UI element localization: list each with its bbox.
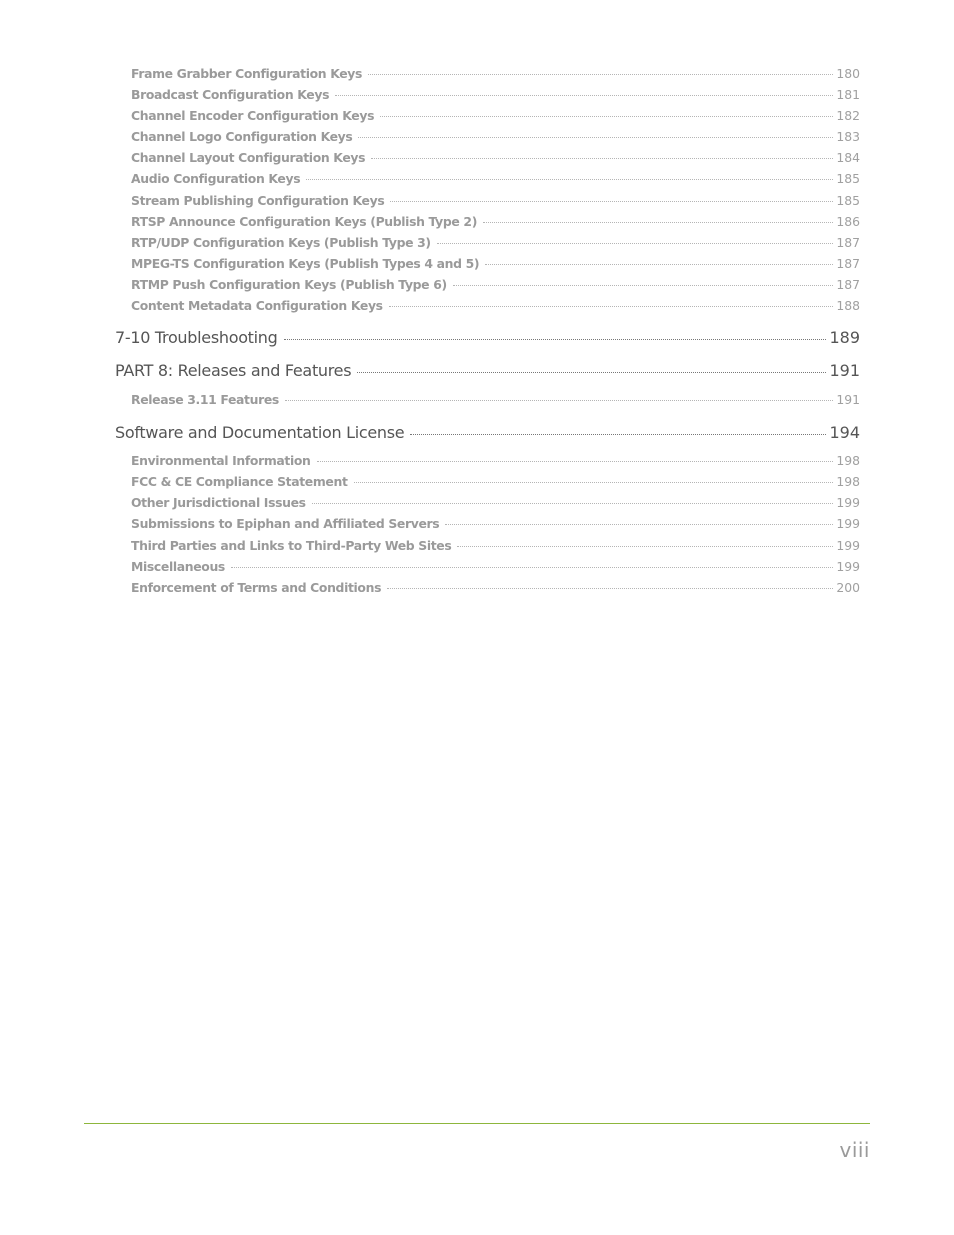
- toc-entry-page: 191: [829, 361, 860, 381]
- toc-entry-title: Software and Documentation License: [115, 423, 405, 443]
- toc-entry-page: 185: [836, 171, 860, 187]
- toc-entry-page: 188: [836, 298, 860, 314]
- toc-entry[interactable]: [115, 559, 860, 580]
- toc-entry-release-features[interactable]: [115, 392, 860, 423]
- toc-entry-page: 199: [836, 516, 860, 532]
- toc-group-configuration-keys: [115, 66, 860, 319]
- toc-entry-title: RTP/UDP Configuration Keys (Publish Type 3): [131, 234, 431, 250]
- toc-entry[interactable]: [115, 214, 860, 235]
- toc-entry[interactable]: [115, 495, 860, 516]
- toc-entry-title: FCC & CE Compliance Statement: [131, 474, 348, 490]
- toc-entry-title: Miscellaneous: [131, 558, 225, 574]
- dot-leader: [483, 222, 833, 223]
- toc-entry-title: Audio Configuration Keys: [131, 171, 301, 187]
- dot-leader: [389, 306, 834, 307]
- toc-entry[interactable]: [115, 150, 860, 171]
- dot-leader: [390, 201, 833, 202]
- toc-entry[interactable]: [115, 108, 860, 129]
- toc-entry-page: 198: [836, 474, 860, 490]
- toc-entry-page: 189: [829, 328, 860, 348]
- toc-entry-page: 184: [836, 150, 860, 166]
- toc-entry[interactable]: [115, 538, 860, 559]
- toc-entry-title: RTMP Push Configuration Keys (Publish Type 6): [131, 276, 447, 292]
- toc-entry-title: RTSP Announce Configuration Keys (Publish Type 2): [131, 213, 478, 229]
- dot-leader: [285, 400, 833, 401]
- toc-entry[interactable]: [115, 453, 860, 474]
- toc-entry-page: 199: [836, 495, 860, 511]
- toc-entry[interactable]: [115, 277, 860, 298]
- toc-entry-title: PART 8: Releases and Features: [115, 361, 352, 381]
- toc-entry-page: 186: [836, 213, 860, 229]
- toc-entry[interactable]: [115, 235, 860, 256]
- toc-entry-title: Content Metadata Configuration Keys: [131, 298, 383, 314]
- dot-leader: [387, 588, 833, 589]
- dot-leader: [485, 264, 833, 265]
- dot-leader: [445, 524, 833, 525]
- toc-entry-title: Submissions to Epiphan and Affiliated Servers: [131, 516, 440, 532]
- toc-group-license-sections: [115, 453, 860, 601]
- toc-entry-page: 194: [829, 423, 860, 443]
- toc-entry-title: Channel Encoder Configuration Keys: [131, 108, 375, 124]
- toc-entry-page: 182: [836, 108, 860, 124]
- dot-leader: [380, 116, 833, 117]
- dot-leader: [453, 285, 834, 286]
- dot-leader: [317, 461, 834, 462]
- toc-entry-title: Channel Layout Configuration Keys: [131, 150, 366, 166]
- toc-entry-page: 199: [836, 537, 860, 553]
- toc-entry-title: Environmental Information: [131, 453, 311, 469]
- toc-entry-title: Release 3.11 Features: [131, 392, 279, 408]
- dot-leader: [437, 243, 834, 244]
- toc-entry-title: 7-10 Troubleshooting: [115, 328, 278, 348]
- toc-entry[interactable]: [115, 87, 860, 108]
- dot-leader: [358, 137, 833, 138]
- toc-entry-page: 185: [836, 192, 860, 208]
- toc-entry-page: 187: [836, 255, 860, 271]
- toc-entry[interactable]: [115, 66, 860, 87]
- toc-entry-troubleshooting[interactable]: [115, 328, 860, 361]
- toc-entry-title: Other Jurisdictional Issues: [131, 495, 306, 511]
- toc-entry-title: Stream Publishing Configuration Keys: [131, 192, 385, 208]
- toc-entry[interactable]: [115, 298, 860, 319]
- toc-entry-title: Frame Grabber Configuration Keys: [131, 66, 363, 81]
- toc-entry-page: 191: [836, 392, 860, 408]
- toc-entry-page: 198: [836, 453, 860, 469]
- toc-entry-page: 200: [836, 579, 860, 595]
- toc-entry-license[interactable]: [115, 423, 860, 453]
- footer-rule: [84, 1123, 870, 1124]
- dot-leader: [306, 179, 833, 180]
- toc-entry[interactable]: [115, 580, 860, 601]
- toc-entry-title: Third Parties and Links to Third-Party Web Sites: [131, 537, 452, 553]
- toc-entry[interactable]: [115, 129, 860, 150]
- dot-leader: [410, 434, 826, 435]
- toc-entry-page: 187: [836, 234, 860, 250]
- toc-entry[interactable]: [115, 516, 860, 537]
- toc-entry-page: 180: [836, 66, 860, 81]
- dot-leader: [368, 74, 833, 75]
- toc-entry-title: Channel Logo Configuration Keys: [131, 129, 353, 145]
- dot-leader: [284, 339, 827, 340]
- toc-entry-page: 199: [836, 558, 860, 574]
- toc-entry[interactable]: [115, 171, 860, 192]
- dot-leader: [357, 372, 826, 373]
- toc-entry-page: 187: [836, 276, 860, 292]
- toc-entry[interactable]: [115, 256, 860, 277]
- toc-entry-title: Broadcast Configuration Keys: [131, 87, 330, 103]
- dot-leader: [312, 503, 834, 504]
- page-number: viii: [839, 1138, 870, 1162]
- dot-leader: [231, 567, 833, 568]
- toc-entry-part8[interactable]: [115, 361, 860, 392]
- dot-leader: [371, 158, 833, 159]
- toc-entry-page: 183: [836, 129, 860, 145]
- toc-entry-title: MPEG-TS Configuration Keys (Publish Types 4 and 5): [131, 255, 480, 271]
- dot-leader: [354, 482, 834, 483]
- dot-leader: [457, 546, 833, 547]
- dot-leader: [335, 95, 833, 96]
- table-of-contents: [115, 66, 860, 601]
- toc-entry[interactable]: [115, 193, 860, 214]
- toc-entry[interactable]: [115, 474, 860, 495]
- toc-entry-title: Enforcement of Terms and Conditions: [131, 579, 382, 595]
- toc-entry-page: 181: [836, 87, 860, 103]
